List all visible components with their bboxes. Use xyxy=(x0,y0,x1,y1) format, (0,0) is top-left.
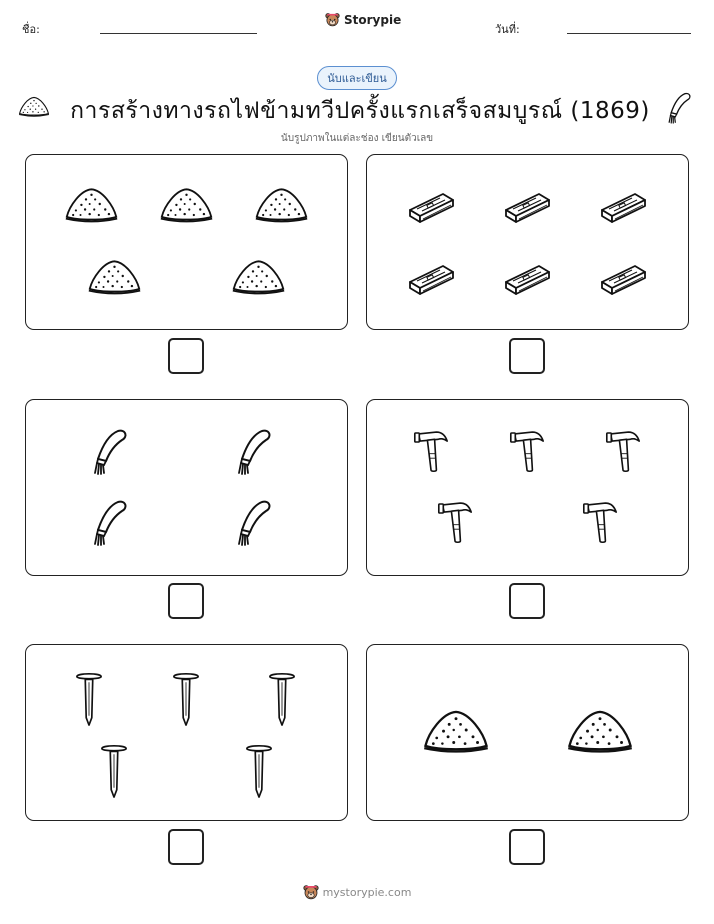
footer-url[interactable]: mystorypie.com xyxy=(322,885,412,899)
gravel-pile-icon xyxy=(66,189,117,221)
brand-name: Storypie xyxy=(344,12,402,27)
gravel-pile-icon xyxy=(256,189,307,221)
count-panel-3 xyxy=(25,399,348,576)
date-field[interactable] xyxy=(567,33,691,34)
hammer-icon xyxy=(607,432,639,471)
gravel-pile-icon xyxy=(161,189,212,221)
railroad-tie-icon xyxy=(602,266,645,294)
brand xyxy=(325,12,401,27)
work-glove-icon xyxy=(239,502,269,545)
footer xyxy=(0,884,714,900)
railroad-tie-icon xyxy=(506,266,549,294)
railroad-spike-icon xyxy=(174,674,198,725)
railroad-spike-icon xyxy=(270,674,294,725)
count-panel-5 xyxy=(25,644,348,821)
railroad-tie-icon xyxy=(506,194,549,222)
answer-box-3[interactable] xyxy=(168,583,204,619)
railroad-tie-icon xyxy=(602,194,645,222)
count-panel-1 xyxy=(25,154,348,330)
hammer-icon xyxy=(439,503,471,542)
work-glove-icon xyxy=(664,91,692,125)
bear-mascot-icon xyxy=(325,12,340,27)
gravel-pile-icon xyxy=(568,712,631,752)
hammer-icon xyxy=(511,432,543,471)
instructions: นับรูปภาพในแต่ละช่อง เขียนตัวเลข xyxy=(280,133,434,144)
count-panel-6 xyxy=(366,644,689,821)
gravel-pile-icon xyxy=(424,712,487,752)
answer-box-1[interactable] xyxy=(168,338,204,374)
answer-box-6[interactable] xyxy=(509,829,545,865)
answer-box-2[interactable] xyxy=(509,338,545,374)
railroad-tie-icon xyxy=(410,194,453,222)
work-glove-icon xyxy=(95,502,125,545)
bear-mascot-icon xyxy=(303,884,319,900)
name-field[interactable] xyxy=(100,33,257,34)
railroad-spike-icon xyxy=(247,746,271,797)
answer-box-4[interactable] xyxy=(509,583,545,619)
hammer-icon xyxy=(584,503,616,542)
railroad-spike-icon xyxy=(77,674,101,725)
gravel-pile-icon xyxy=(18,94,50,118)
railroad-spike-icon xyxy=(102,746,126,797)
work-glove-icon xyxy=(95,431,125,474)
railroad-tie-icon xyxy=(410,266,453,294)
gravel-pile-icon xyxy=(233,261,284,293)
count-panel-4 xyxy=(366,399,689,576)
name-label: ชื่อ: xyxy=(22,23,40,36)
hammer-icon xyxy=(415,432,447,471)
answer-box-5[interactable] xyxy=(168,829,204,865)
count-panel-2 xyxy=(366,154,689,330)
date-label: วันที่: xyxy=(495,23,520,36)
gravel-pile-icon xyxy=(89,261,140,293)
work-glove-icon xyxy=(239,431,269,474)
page-title: การสร้างทางรถไฟข้ามทวีปครั้งแรกเสร็จสมบูรณ์ (1869) xyxy=(70,98,650,124)
activity-badge: นับและเขียน xyxy=(317,66,397,90)
